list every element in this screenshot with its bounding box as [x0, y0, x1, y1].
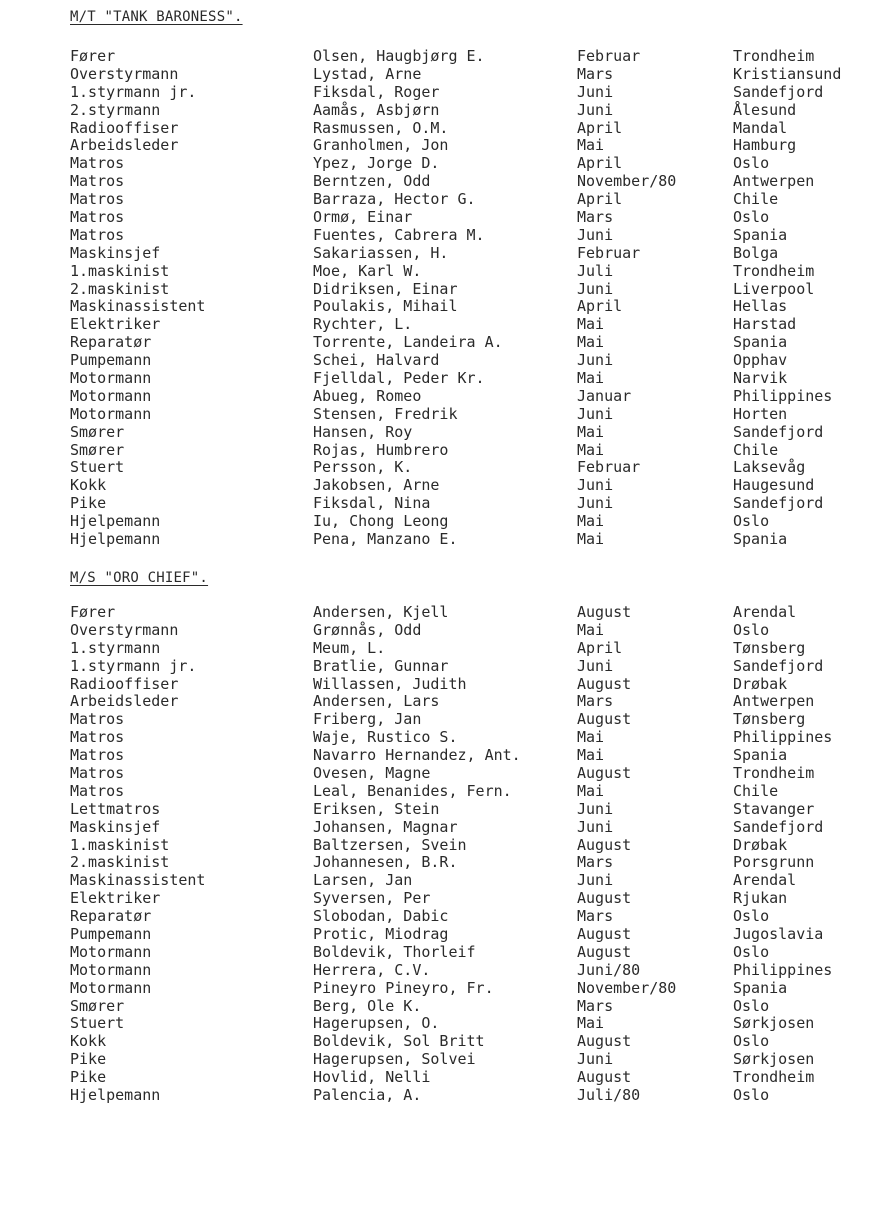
crew-place: Sørkjosen [733, 1050, 815, 1069]
crew-rank: Matros [70, 208, 125, 227]
crew-rank: Pumpemann [70, 925, 152, 944]
crew-rank: Maskinassistent [70, 297, 206, 316]
crew-rank: Hjelpemann [70, 512, 161, 531]
crew-row [0, 406, 882, 424]
crew-name: Sakariassen, H. [313, 243, 449, 262]
crew-place: Mandal [733, 118, 788, 137]
crew-place: Sandefjord [733, 656, 824, 675]
crew-row [0, 281, 882, 299]
crew-month: Juni [577, 799, 614, 818]
crew-row [0, 513, 882, 531]
crew-rank: Kokk [70, 1032, 107, 1051]
crew-rank: Matros [70, 190, 125, 209]
crew-month: Juni [577, 225, 614, 244]
crew-month: Juli/80 [577, 1086, 641, 1105]
crew-name: Stensen, Fredrik [313, 404, 458, 423]
crew-list-tank-baroness [0, 48, 882, 549]
crew-rank: Motormann [70, 978, 152, 997]
crew-row [0, 173, 882, 191]
crew-row [0, 263, 882, 281]
crew-month: Mai [577, 728, 605, 747]
crew-name: Baltzersen, Svein [313, 835, 467, 854]
crew-month: August [577, 710, 632, 729]
crew-name: Hagerupsen, O. [313, 1014, 440, 1033]
crew-row [0, 227, 882, 245]
crew-month: Mars [577, 853, 614, 872]
crew-month: April [577, 638, 623, 657]
crew-name: Palencia, A. [313, 1086, 422, 1105]
crew-rank: Pumpemann [70, 351, 152, 370]
crew-place: Oslo [733, 208, 770, 227]
crew-month: Mai [577, 315, 605, 334]
crew-name: Olsen, Haugbjørg E. [313, 47, 485, 65]
crew-place: Opphav [733, 351, 788, 370]
crew-month: Juli [577, 261, 614, 280]
crew-place: Philippines [733, 728, 833, 747]
crew-month: Mai [577, 369, 605, 388]
crew-row [0, 676, 882, 694]
crew-name: Johannesen, B.R. [313, 853, 458, 872]
section-title-oro-chief: M/S "ORO CHIEF". [70, 570, 209, 586]
crew-place: Arendal [733, 871, 797, 890]
crew-name: Persson, K. [313, 458, 413, 477]
crew-rank: Motormann [70, 369, 152, 388]
crew-row [0, 477, 882, 495]
crew-month: August [577, 942, 632, 961]
crew-place: Antwerpen [733, 692, 815, 711]
crew-place: Oslo [733, 1086, 770, 1105]
crew-rank: Arbeidsleder [70, 136, 179, 155]
crew-name: Meum, L. [313, 638, 386, 657]
crew-row [0, 640, 882, 658]
crew-place: Oslo [733, 1032, 770, 1051]
crew-row [0, 370, 882, 388]
crew-rank: Smører [70, 996, 125, 1015]
crew-rank: Pike [70, 1050, 107, 1069]
crew-place: Sandefjord [733, 494, 824, 513]
crew-place: Drøbak [733, 674, 788, 693]
crew-rank: 1.maskinist [70, 835, 170, 854]
crew-month: Mars [577, 907, 614, 926]
crew-month: Mai [577, 440, 605, 459]
crew-place: Chile [733, 190, 779, 209]
crew-name: Leal, Benanides, Fern. [313, 781, 512, 800]
crew-place: Spania [733, 978, 788, 997]
crew-month: August [577, 1032, 632, 1051]
crew-rank: 2.styrmann [70, 100, 161, 119]
crew-place: Hamburg [733, 136, 797, 155]
crew-place: Liverpool [733, 279, 815, 298]
crew-place: Drøbak [733, 835, 788, 854]
crew-rank: Hjelpemann [70, 530, 161, 549]
crew-name: Ypez, Jorge D. [313, 154, 440, 173]
crew-row [0, 998, 882, 1016]
crew-name: Didriksen, Einar [313, 279, 458, 298]
crew-name: Fuentes, Cabrera M. [313, 225, 485, 244]
crew-place: Arendal [733, 603, 797, 621]
crew-name: Pineyro Pineyro, Fr. [313, 978, 494, 997]
crew-name: Berntzen, Odd [313, 172, 431, 191]
crew-rank: Maskinsjef [70, 817, 161, 836]
crew-place: Ålesund [733, 100, 797, 119]
crew-month: Mars [577, 692, 614, 711]
crew-row [0, 1033, 882, 1051]
crew-name: Protic, Miodrag [313, 925, 449, 944]
crew-month: Februar [577, 47, 641, 65]
crew-rank: 2.maskinist [70, 853, 170, 872]
crew-rank: Motormann [70, 404, 152, 423]
crew-month: Juni [577, 279, 614, 298]
crew-place: Harstad [733, 315, 797, 334]
crew-place: Philippines [733, 386, 833, 405]
crew-name: Pena, Manzano E. [313, 530, 458, 549]
crew-name: Ovesen, Magne [313, 764, 431, 783]
crew-row [0, 424, 882, 442]
crew-rank: Arbeidsleder [70, 692, 179, 711]
crew-month: Mai [577, 620, 605, 639]
crew-place: Sandefjord [733, 817, 824, 836]
crew-name: Boldevik, Sol Britt [313, 1032, 485, 1051]
crew-rank: Maskinsjef [70, 243, 161, 262]
crew-name: Fjelldal, Peder Kr. [313, 369, 485, 388]
crew-name: Willassen, Judith [313, 674, 467, 693]
crew-rank: Fører [70, 603, 116, 621]
crew-name: Lystad, Arne [313, 64, 422, 83]
crew-rank: Matros [70, 225, 125, 244]
crew-month: August [577, 674, 632, 693]
crew-month: Juni [577, 817, 614, 836]
crew-place: Philippines [733, 960, 833, 979]
crew-place: Chile [733, 440, 779, 459]
crew-place: Spania [733, 225, 788, 244]
crew-month: August [577, 889, 632, 908]
crew-rank: Matros [70, 154, 125, 173]
crew-month: Mai [577, 512, 605, 531]
crew-month: August [577, 603, 632, 621]
crew-row [0, 1087, 882, 1105]
crew-name: Eriksen, Stein [313, 799, 440, 818]
crew-row [0, 1069, 882, 1087]
crew-row [0, 352, 882, 370]
crew-row [0, 495, 882, 513]
crew-name: Torrente, Landeira A. [313, 333, 503, 352]
crew-month: Mars [577, 64, 614, 83]
crew-rank: Elektriker [70, 889, 161, 908]
crew-row [0, 962, 882, 980]
crew-month: Mai [577, 422, 605, 441]
crew-rank: Reparatør [70, 333, 152, 352]
crew-rank: Matros [70, 172, 125, 191]
crew-row [0, 711, 882, 729]
crew-name: Fiksdal, Nina [313, 494, 431, 513]
crew-name: Berg, Ole K. [313, 996, 422, 1015]
crew-rank: Matros [70, 728, 125, 747]
crew-rank: Pike [70, 494, 107, 513]
crew-month: Mai [577, 1014, 605, 1033]
crew-row [0, 459, 882, 477]
crew-rank: Stuert [70, 458, 125, 477]
crew-place: Porsgrunn [733, 853, 815, 872]
crew-row [0, 298, 882, 316]
crew-place: Oslo [733, 907, 770, 926]
crew-rank: Lettmatros [70, 799, 161, 818]
crew-row [0, 102, 882, 120]
crew-row [0, 658, 882, 676]
crew-row [0, 334, 882, 352]
crew-month: April [577, 118, 623, 137]
crew-row [0, 693, 882, 711]
crew-name: Fiksdal, Roger [313, 82, 440, 101]
crew-rank: Smører [70, 422, 125, 441]
crew-row [0, 819, 882, 837]
crew-place: Stavanger [733, 799, 815, 818]
crew-row [0, 137, 882, 155]
crew-row [0, 155, 882, 173]
crew-rank: Radiooffiser [70, 674, 179, 693]
crew-name: Hagerupsen, Solvei [313, 1050, 476, 1069]
crew-rank: Kokk [70, 476, 107, 495]
crew-row [0, 729, 882, 747]
crew-name: Abueg, Romeo [313, 386, 422, 405]
section-title-tank-baroness: M/T "TANK BARONESS". [70, 9, 243, 25]
crew-row [0, 926, 882, 944]
crew-month: Juni [577, 476, 614, 495]
crew-name: Rojas, Humbrero [313, 440, 449, 459]
crew-row [0, 980, 882, 998]
crew-row [0, 66, 882, 84]
crew-row [0, 442, 882, 460]
crew-rank: 2.maskinist [70, 279, 170, 298]
crew-rank: 1.styrmann jr. [70, 656, 197, 675]
crew-month: Mai [577, 746, 605, 765]
crew-place: Laksevåg [733, 458, 806, 477]
crew-rank: Overstyrmann [70, 620, 179, 639]
crew-month: Juni [577, 100, 614, 119]
crew-name: Navarro Hernandez, Ant. [313, 746, 521, 765]
crew-month: April [577, 154, 623, 173]
crew-name: Grønnås, Odd [313, 620, 422, 639]
crew-place: Chile [733, 781, 779, 800]
crew-rank: Pike [70, 1068, 107, 1087]
crew-rank: Matros [70, 710, 125, 729]
crew-name: Barraza, Hector G. [313, 190, 476, 209]
crew-month: Mai [577, 781, 605, 800]
crew-row [0, 765, 882, 783]
crew-place: Jugoslavia [733, 925, 824, 944]
crew-place: Narvik [733, 369, 788, 388]
crew-row [0, 531, 882, 549]
crew-rank: Matros [70, 764, 125, 783]
crew-place: Trondheim [733, 47, 815, 65]
crew-row [0, 801, 882, 819]
crew-row [0, 854, 882, 872]
crew-month: November/80 [577, 172, 677, 191]
crew-place: Oslo [733, 942, 770, 961]
crew-place: Trondheim [733, 764, 815, 783]
crew-rank: Radiooffiser [70, 118, 179, 137]
crew-name: Andersen, Kjell [313, 603, 449, 621]
crew-place: Trondheim [733, 261, 815, 280]
crew-name: Larsen, Jan [313, 871, 413, 890]
crew-row [0, 604, 882, 622]
crew-place: Haugesund [733, 476, 815, 495]
crew-month: Juni [577, 404, 614, 423]
crew-name: Rasmussen, O.M. [313, 118, 449, 137]
crew-row [0, 944, 882, 962]
crew-name: Schei, Halvard [313, 351, 440, 370]
crew-rank: Overstyrmann [70, 64, 179, 83]
crew-place: Tønsberg [733, 638, 806, 657]
crew-rank: Elektriker [70, 315, 161, 334]
crew-name: Moe, Karl W. [313, 261, 422, 280]
crew-place: Oslo [733, 620, 770, 639]
crew-name: Granholmen, Jon [313, 136, 449, 155]
crew-place: Trondheim [733, 1068, 815, 1087]
crew-month: Juni [577, 871, 614, 890]
crew-place: Antwerpen [733, 172, 815, 191]
crew-month: August [577, 1068, 632, 1087]
crew-row [0, 908, 882, 926]
crew-row [0, 747, 882, 765]
crew-place: Bolga [733, 243, 779, 262]
crew-month: November/80 [577, 978, 677, 997]
crew-row [0, 388, 882, 406]
crew-place: Oslo [733, 996, 770, 1015]
crew-place: Spania [733, 530, 788, 549]
crew-place: Sandefjord [733, 422, 824, 441]
crew-name: Aamås, Asbjørn [313, 100, 440, 119]
crew-name: Herrera, C.V. [313, 960, 431, 979]
crew-rank: Matros [70, 746, 125, 765]
crew-rank: Maskinassistent [70, 871, 206, 890]
crew-row [0, 191, 882, 209]
crew-name: Ormø, Einar [313, 208, 413, 227]
crew-row [0, 316, 882, 334]
crew-month: Mai [577, 136, 605, 155]
crew-place: Spania [733, 746, 788, 765]
crew-place: Oslo [733, 512, 770, 531]
crew-month: August [577, 764, 632, 783]
crew-month: Juni [577, 494, 614, 513]
crew-place: Kristiansund [733, 64, 842, 83]
crew-month: Mars [577, 996, 614, 1015]
crew-month: August [577, 835, 632, 854]
crew-name: Andersen, Lars [313, 692, 440, 711]
crew-row [0, 872, 882, 890]
crew-month: Juni/80 [577, 960, 641, 979]
crew-name: Friberg, Jan [313, 710, 422, 729]
crew-name: Slobodan, Dabic [313, 907, 449, 926]
crew-rank: Motormann [70, 386, 152, 405]
crew-rank: Fører [70, 47, 116, 65]
crew-rank: 1.maskinist [70, 261, 170, 280]
crew-row [0, 890, 882, 908]
crew-rank: Stuert [70, 1014, 125, 1033]
crew-list-oro-chief [0, 604, 882, 1105]
crew-name: Bratlie, Gunnar [313, 656, 449, 675]
crew-month: Mai [577, 333, 605, 352]
crew-place: Tønsberg [733, 710, 806, 729]
crew-month: April [577, 190, 623, 209]
crew-month: Mars [577, 208, 614, 227]
crew-row [0, 622, 882, 640]
crew-rank: Smører [70, 440, 125, 459]
crew-month: Juni [577, 1050, 614, 1069]
crew-rank: Reparatør [70, 907, 152, 926]
crew-place: Horten [733, 404, 788, 423]
crew-rank: Hjelpemann [70, 1086, 161, 1105]
crew-name: Hansen, Roy [313, 422, 413, 441]
crew-name: Iu, Chong Leong [313, 512, 449, 531]
crew-name: Syversen, Per [313, 889, 431, 908]
crew-month: Juni [577, 656, 614, 675]
crew-month: Juni [577, 82, 614, 101]
crew-row [0, 783, 882, 801]
crew-place: Sandefjord [733, 82, 824, 101]
crew-place: Oslo [733, 154, 770, 173]
crew-month: Juni [577, 351, 614, 370]
crew-row [0, 245, 882, 263]
crew-place: Spania [733, 333, 788, 352]
crew-month: Februar [577, 243, 641, 262]
crew-row [0, 209, 882, 227]
crew-row [0, 84, 882, 102]
crew-name: Waje, Rustico S. [313, 728, 458, 747]
crew-month: August [577, 925, 632, 944]
crew-row [0, 120, 882, 138]
crew-name: Boldevik, Thorleif [313, 942, 476, 961]
crew-rank: 1.styrmann [70, 638, 161, 657]
crew-row [0, 1015, 882, 1033]
crew-month: Januar [577, 386, 632, 405]
crew-name: Rychter, L. [313, 315, 413, 334]
crew-rank: Motormann [70, 942, 152, 961]
crew-rank: Motormann [70, 960, 152, 979]
crew-name: Poulakis, Mihail [313, 297, 458, 316]
crew-row [0, 48, 882, 66]
crew-month: Februar [577, 458, 641, 477]
crew-row [0, 1051, 882, 1069]
crew-rank: Matros [70, 781, 125, 800]
crew-month: Mai [577, 530, 605, 549]
crew-place: Rjukan [733, 889, 788, 908]
crew-name: Johansen, Magnar [313, 817, 458, 836]
crew-place: Hellas [733, 297, 788, 316]
crew-name: Jakobsen, Arne [313, 476, 440, 495]
crew-row [0, 837, 882, 855]
crew-month: April [577, 297, 623, 316]
crew-rank: 1.styrmann jr. [70, 82, 197, 101]
crew-place: Sørkjosen [733, 1014, 815, 1033]
crew-name: Hovlid, Nelli [313, 1068, 431, 1087]
